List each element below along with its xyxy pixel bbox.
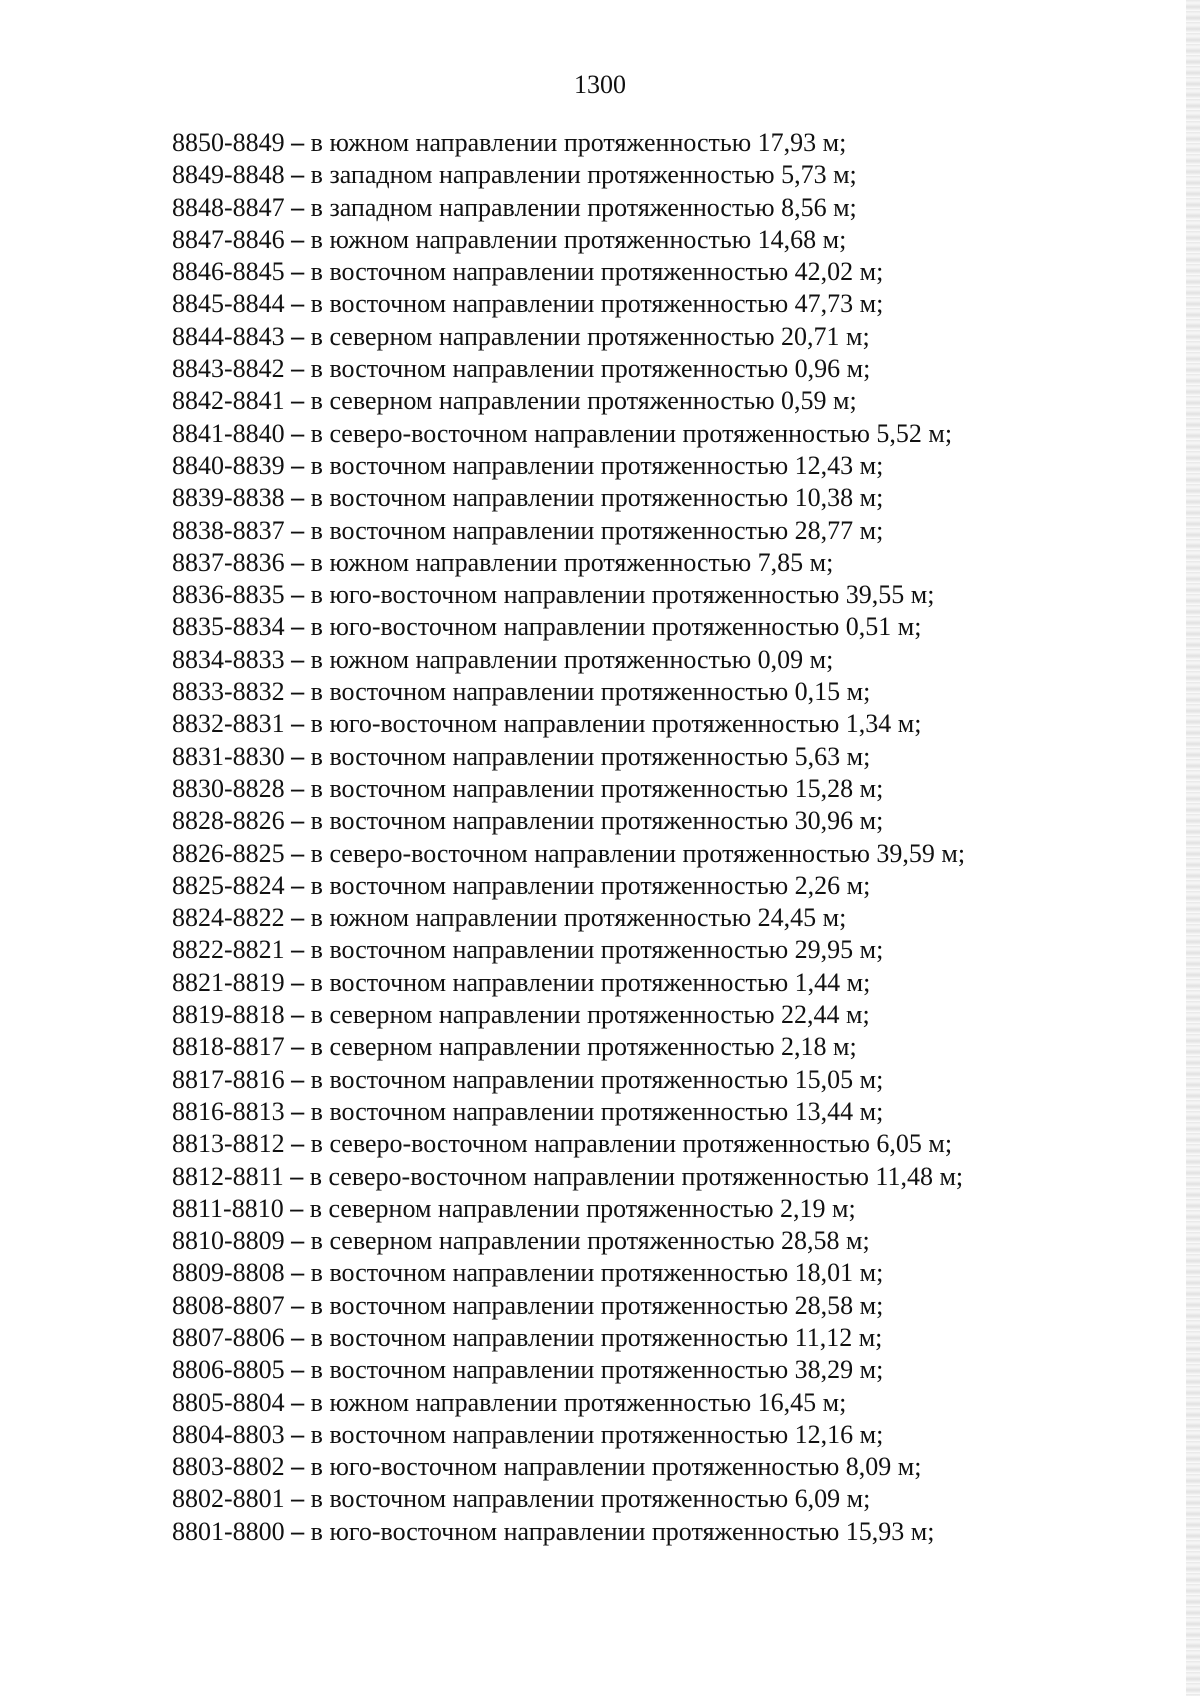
- boundary-segment-entry: [172, 385, 1092, 417]
- segment-id: 8840-8839: [172, 450, 285, 480]
- separator-dash: –: [284, 1452, 311, 1482]
- boundary-segment-entry: [172, 353, 1092, 385]
- segment-id: 8849-8848: [172, 160, 285, 190]
- segment-id: 8817-8816: [172, 1064, 285, 1094]
- separator-dash: –: [284, 192, 311, 222]
- separator-dash: –: [284, 1226, 311, 1256]
- separator-dash: –: [284, 935, 311, 965]
- segment-description: в юго-восточном направлении протяженностью 15,93 м;: [310, 1516, 935, 1546]
- boundary-segment-entry: [172, 611, 1092, 643]
- segment-id: 8846-8845: [172, 257, 285, 287]
- segment-id: 8818-8817: [172, 1032, 285, 1062]
- segment-id: 8819-8818: [172, 1000, 285, 1030]
- segment-description: в северном направлении протяженностью 2,19 м;: [309, 1193, 856, 1223]
- boundary-segment-entry: [172, 224, 1092, 256]
- segment-id: 8828-8826: [172, 806, 285, 836]
- boundary-segment-entry: [172, 450, 1092, 482]
- segment-description: в восточном направлении протяженностью 13,44 м;: [310, 1096, 884, 1126]
- segment-description: в восточном направлении протяженностью 12,16 м;: [310, 1419, 884, 1449]
- boundary-segment-entry: [172, 934, 1092, 966]
- separator-dash: –: [284, 224, 311, 254]
- segment-id: 8806-8805: [172, 1355, 285, 1385]
- boundary-segment-entry: [172, 256, 1092, 288]
- boundary-segment-entry: [172, 741, 1092, 773]
- separator-dash: –: [284, 289, 311, 319]
- separator-dash: –: [284, 1000, 311, 1030]
- boundary-segment-entry: [172, 870, 1092, 902]
- segment-id: 8821-8819: [172, 967, 285, 997]
- separator-dash: –: [284, 515, 311, 545]
- separator-dash: –: [284, 1258, 311, 1288]
- separator-dash: –: [284, 418, 311, 448]
- separator-dash: –: [284, 1419, 311, 1449]
- separator-dash: –: [284, 580, 311, 610]
- separator-dash: –: [284, 386, 311, 416]
- boundary-segment-entry: [172, 579, 1092, 611]
- segment-description: в восточном направлении протяженностью 6,09 м;: [310, 1484, 871, 1514]
- separator-dash: –: [283, 1161, 310, 1191]
- segment-id: 8813-8812: [172, 1129, 285, 1159]
- boundary-segment-entry: [172, 192, 1092, 224]
- boundary-segment-entry: [172, 1161, 1092, 1193]
- boundary-segment-entry: [172, 1031, 1092, 1063]
- boundary-segment-entry: [172, 1225, 1092, 1257]
- segment-id: 8812-8811: [172, 1161, 284, 1191]
- segment-id: 8847-8846: [172, 224, 285, 254]
- segment-id: 8834-8833: [172, 644, 285, 674]
- segment-description: в южном направлении протяженностью 0,09 м;: [310, 644, 834, 674]
- segment-description: в западном направлении протяженностью 5,73 м;: [310, 160, 857, 190]
- segment-description: в северном направлении протяженностью 22,44 м;: [310, 1000, 870, 1030]
- boundary-segment-entry: [172, 1483, 1092, 1515]
- segment-description: в восточном направлении протяженностью 42,02 м;: [310, 257, 884, 287]
- segment-id: 8822-8821: [172, 935, 285, 965]
- boundary-segment-entry: [172, 1354, 1092, 1386]
- boundary-segment-entry: [172, 288, 1092, 320]
- separator-dash: –: [284, 1096, 311, 1126]
- boundary-segment-entry: [172, 482, 1092, 514]
- segment-description: в юго-восточном направлении протяженностью 8,09 м;: [310, 1452, 922, 1482]
- separator-dash: –: [284, 1032, 311, 1062]
- segment-id: 8850-8849: [172, 128, 285, 157]
- segment-id: 8845-8844: [172, 289, 285, 319]
- segment-id: 8810-8809: [172, 1226, 285, 1256]
- boundary-segment-entry: [172, 1257, 1092, 1289]
- segment-description: в восточном направлении протяженностью 29,95 м;: [310, 935, 884, 965]
- separator-dash: –: [284, 160, 311, 190]
- segment-description: в южном направлении протяженностью 16,45 м;: [310, 1387, 847, 1417]
- separator-dash: –: [284, 450, 311, 480]
- segment-description: в восточном направлении протяженностью 38,29 м;: [310, 1355, 884, 1385]
- boundary-segment-entry: [172, 708, 1092, 740]
- segment-description: в северо-восточном направлении протяженностью 5,52 м;: [310, 418, 953, 448]
- segment-description: в восточном направлении протяженностью 15,05 м;: [310, 1064, 884, 1094]
- separator-dash: –: [284, 741, 311, 771]
- segment-id: 8824-8822: [172, 903, 285, 933]
- separator-dash: –: [284, 806, 311, 836]
- boundary-segment-list: [172, 127, 1092, 1548]
- boundary-segment-entry: [172, 159, 1092, 191]
- segment-description: в восточном направлении протяженностью 1,44 м;: [310, 967, 871, 997]
- separator-dash: –: [284, 1322, 311, 1352]
- segment-description: в восточном направлении протяженностью 5,63 м;: [310, 741, 871, 771]
- separator-dash: –: [284, 1290, 311, 1320]
- segment-id: 8832-8831: [172, 709, 285, 739]
- segment-id: 8835-8834: [172, 612, 285, 642]
- segment-description: в восточном направлении протяженностью 30,96 м;: [310, 806, 884, 836]
- segment-description: в юго-восточном направлении протяженностью 39,55 м;: [310, 580, 935, 610]
- segment-id: 8837-8836: [172, 547, 285, 577]
- segment-description: в восточном направлении протяженностью 11,12 м;: [310, 1322, 883, 1352]
- boundary-segment-entry: [172, 999, 1092, 1031]
- segment-id: 8841-8840: [172, 418, 285, 448]
- separator-dash: –: [284, 644, 311, 674]
- segment-id: 8803-8802: [172, 1452, 285, 1482]
- boundary-segment-entry: [172, 515, 1092, 547]
- page-number: 1300: [574, 70, 626, 99]
- segment-description: в южном направлении протяженностью 7,85 м;: [310, 547, 834, 577]
- boundary-segment-entry: [172, 805, 1092, 837]
- segment-description: в восточном направлении протяженностью 28,77 м;: [310, 515, 884, 545]
- segment-description: в восточном направлении протяженностью 0,15 м;: [310, 677, 871, 707]
- segment-id: 8843-8842: [172, 354, 285, 384]
- segment-description: в юго-восточном направлении протяженностью 0,51 м;: [310, 612, 922, 642]
- separator-dash: –: [284, 483, 311, 513]
- segment-description: в северо-восточном направлении протяженностью 39,59 м;: [310, 838, 966, 868]
- boundary-segment-entry: [172, 1096, 1092, 1128]
- scan-edge-artifact: [1186, 0, 1200, 1696]
- boundary-segment-entry: [172, 644, 1092, 676]
- segment-description: в северном направлении протяженностью 28,58 м;: [310, 1226, 870, 1256]
- separator-dash: –: [284, 677, 311, 707]
- boundary-segment-entry: [172, 902, 1092, 934]
- separator-dash: –: [284, 547, 311, 577]
- segment-description: в южном направлении протяженностью 24,45 м;: [310, 903, 847, 933]
- segment-description: в северном направлении протяженностью 0,59 м;: [310, 386, 857, 416]
- segment-description: в восточном направлении протяженностью 12,43 м;: [310, 450, 884, 480]
- separator-dash: –: [284, 128, 311, 157]
- separator-dash: –: [284, 903, 311, 933]
- segment-description: в южном направлении протяженностью 14,68 м;: [310, 224, 847, 254]
- boundary-segment-entry: [172, 1322, 1092, 1354]
- segment-id: 8836-8835: [172, 580, 285, 610]
- separator-dash: –: [284, 870, 311, 900]
- segment-description: в восточном направлении протяженностью 0,96 м;: [310, 354, 871, 384]
- segment-id: 8825-8824: [172, 870, 285, 900]
- segment-description: в восточном направлении протяженностью 10,38 м;: [310, 483, 884, 513]
- separator-dash: –: [284, 1516, 311, 1546]
- boundary-segment-entry: [172, 1451, 1092, 1483]
- separator-dash: –: [284, 612, 311, 642]
- separator-dash: –: [284, 257, 311, 287]
- segment-id: 8831-8830: [172, 741, 285, 771]
- boundary-segment-entry: [172, 321, 1092, 353]
- segment-description: в восточном направлении протяженностью 15,28 м;: [310, 773, 884, 803]
- segment-id: 8839-8838: [172, 483, 285, 513]
- segment-id: 8802-8801: [172, 1484, 285, 1514]
- boundary-segment-entry: [172, 967, 1092, 999]
- boundary-segment-entry: [172, 1419, 1092, 1451]
- boundary-segment-entry: [172, 547, 1092, 579]
- segment-id: 8805-8804: [172, 1387, 285, 1417]
- boundary-segment-entry: [172, 773, 1092, 805]
- separator-dash: –: [283, 1193, 310, 1223]
- separator-dash: –: [284, 709, 311, 739]
- segment-description: в восточном направлении протяженностью 18,01 м;: [310, 1258, 884, 1288]
- boundary-segment-entry: [172, 1064, 1092, 1096]
- boundary-segment-entry: [172, 838, 1092, 870]
- segment-description: в северном направлении протяженностью 20,71 м;: [310, 321, 870, 351]
- separator-dash: –: [284, 967, 311, 997]
- segment-id: 8842-8841: [172, 386, 285, 416]
- boundary-segment-entry: [172, 418, 1092, 450]
- segment-id: 8809-8808: [172, 1258, 285, 1288]
- separator-dash: –: [284, 1387, 311, 1417]
- separator-dash: –: [284, 354, 311, 384]
- segment-description: в северо-восточном направлении протяженностью 6,05 м;: [310, 1129, 953, 1159]
- boundary-segment-entry: [172, 1290, 1092, 1322]
- boundary-segment-entry: [172, 1516, 1092, 1548]
- segment-description: в восточном направлении протяженностью 47,73 м;: [310, 289, 884, 319]
- boundary-segment-entry: [172, 1387, 1092, 1419]
- segment-id: 8848-8847: [172, 192, 285, 222]
- segment-description: в восточном направлении протяженностью 28,58 м;: [310, 1290, 884, 1320]
- segment-id: 8838-8837: [172, 515, 285, 545]
- separator-dash: –: [284, 1064, 311, 1094]
- segment-description: в западном направлении протяженностью 8,56 м;: [310, 192, 857, 222]
- segment-id: 8807-8806: [172, 1322, 285, 1352]
- separator-dash: –: [284, 1355, 311, 1385]
- segment-id: 8804-8803: [172, 1419, 285, 1449]
- segment-description: в южном направлении протяженностью 17,93 м;: [310, 128, 847, 157]
- boundary-segment-entry: [172, 127, 1092, 159]
- segment-description: в северном направлении протяженностью 2,18 м;: [310, 1032, 857, 1062]
- segment-id: 8833-8832: [172, 677, 285, 707]
- boundary-segment-entry: [172, 1193, 1092, 1225]
- segment-id: 8808-8807: [172, 1290, 285, 1320]
- segment-id: 8811-8810: [172, 1193, 284, 1223]
- boundary-segment-entry: [172, 1128, 1092, 1160]
- segment-description: в восточном направлении протяженностью 2,26 м;: [310, 870, 871, 900]
- boundary-segment-entry: [172, 676, 1092, 708]
- separator-dash: –: [284, 773, 311, 803]
- segment-id: 8830-8828: [172, 773, 285, 803]
- segment-id: 8801-8800: [172, 1516, 285, 1546]
- segment-id: 8844-8843: [172, 321, 285, 351]
- separator-dash: –: [284, 838, 311, 868]
- segment-description: в северо-восточном направлении протяженностью 11,48 м;: [309, 1161, 964, 1191]
- segment-description: в юго-восточном направлении протяженностью 1,34 м;: [310, 709, 922, 739]
- segment-id: 8826-8825: [172, 838, 285, 868]
- separator-dash: –: [284, 1129, 311, 1159]
- separator-dash: –: [284, 1484, 311, 1514]
- segment-id: 8816-8813: [172, 1096, 285, 1126]
- separator-dash: –: [284, 321, 311, 351]
